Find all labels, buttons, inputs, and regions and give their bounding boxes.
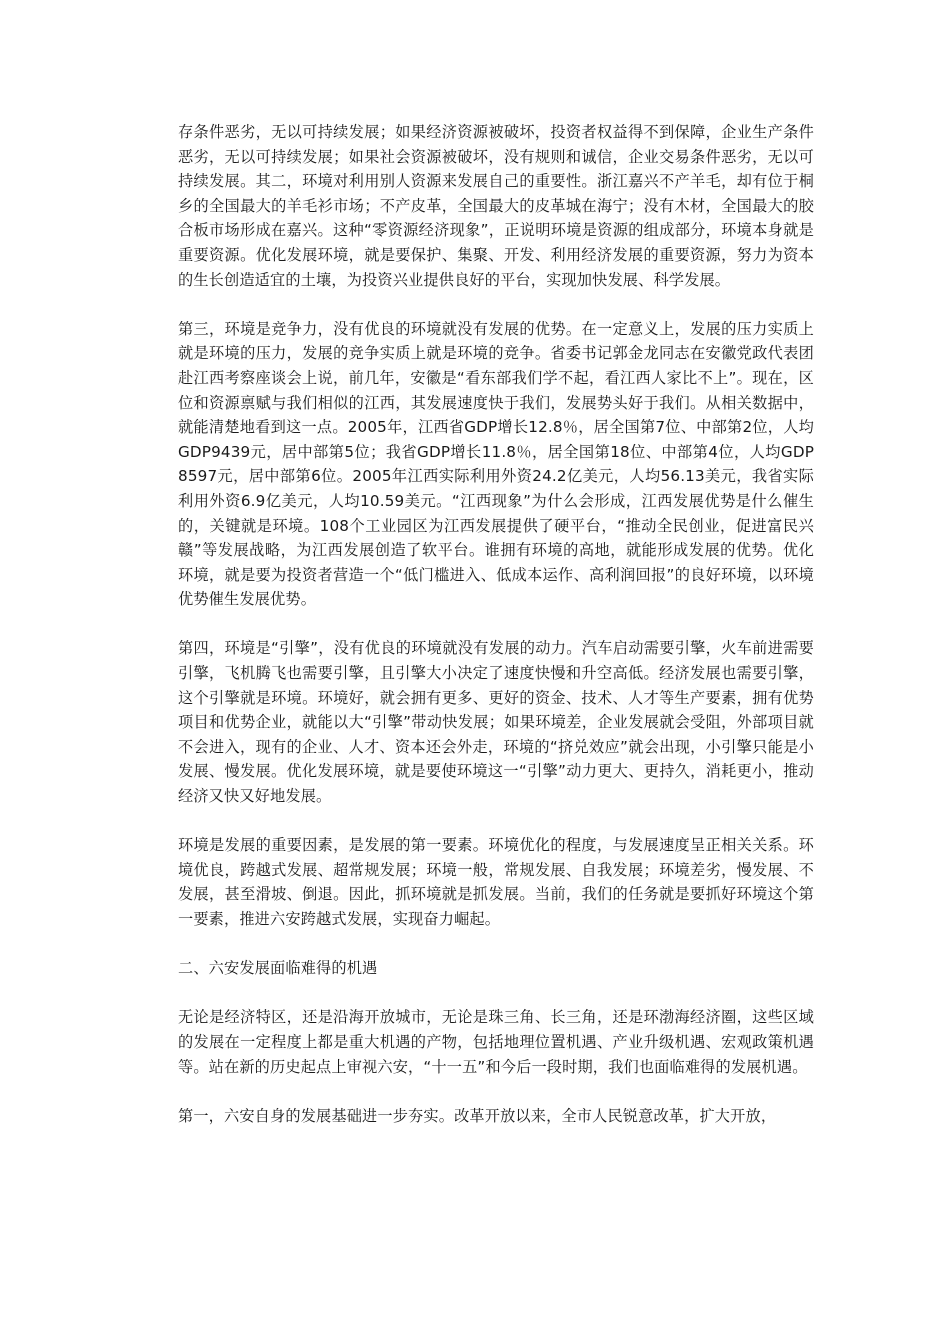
section-heading: 二、六安发展面临难得的机遇	[178, 959, 378, 978]
paragraph-environment-first-factor: 环境是发展的重要因素，是发展的第一要素。环境优化的程度，与发展速度呈正相关关系。环境优良，跨越式发展、超常规发展；环境一般，常规发展、自我发展；环境差劣，慢发展、不发展，甚至滑坡、倒退。因此，抓环境就是抓发展。当前，我们的任务就是要抓好环境这个第一要素，推进六安跨越式发展，实现奋力崛起。	[178, 836, 814, 928]
paragraph-environment-engine: 第四，环境是“引擎”，没有优良的环境就没有发展的动力。汽车启动需要引擎，火车前进需要引擎，飞机腾飞也需要引擎，且引擎大小决定了速度快慢和升空高低。经济发展也需要引擎，这个引擎就是环境。环境好，就会拥有更多、更好的资金、技术、人才等生产要素，拥有优势项目和优势企业，就能以大“引擎”带动快发展；如果环境差，企业发展就会受阻，外部项目就不会进入，现有的企业、人才、资本还会外走，环境的“挤兑效应”就会出现，小引擎只能是小发展、慢发展。优化发展环境，就是要使环境这一“引擎”动力更大、更持久，消耗更小，推动经济又快又好地发展。	[178, 639, 814, 806]
paragraph-opportunities-intro: 无论是经济特区，还是沿海开放城市，无论是珠三角、长三角，还是环渤海经济圈，这些区域的发展在一定程度上都是重大机遇的产物，包括地理位置机遇、产业升级机遇、宏观政策机遇等。站在新的历史起点上审视六安，“十一五”和今后一段时期，我们也面临难得的发展机遇。	[178, 1008, 814, 1076]
paragraph-environment-competitiveness: 第三，环境是竞争力，没有优良的环境就没有发展的优势。在一定意义上，发展的压力实质上就是环境的压力，发展的竞争实质上就是环境的竞争。省委书记郭金龙同志在安徽党政代表团赴江西考察座谈会上说，前几年，安徽是“看东部我们学不起，看江西人家比不上”。现在，区位和资源禀赋与我们相似的江西，其发展速度快于我们，发展势头好于我们。从相关数据中，就能清楚地看到这一点。2005年，江西省GDP增长12.8％，居全国第7位、中部第2位，人均GDP9439元，居中部第5位；我省GDP增长11.8％，居全国第18位、中部第4位，人均GDP8597元，居中部第6位。2005年江西实际利用外资24.2亿美元，人均56.13美元，我省实际利用外资6.9亿美元，人均10.59美元。“江西现象”为什么会形成，江西发展优势是什么催生的，关键就是环境。108个工业园区为江西发展提供了硬平台，“推动全民创业，促进富民兴赣”等发展战略，为江西发展创造了软平台。谁拥有环境的高地，就能形成发展的优势。优化环境，就是要为投资者营造一个“低门槛进入、低成本运作、高利润回报”的良好环境，以环境优势催生发展优势。	[178, 319, 814, 609]
paragraph-environment-resource: 存条件恶劣，无以可持续发展；如果经济资源被破坏，投资者权益得不到保障，企业生产条件恶劣，无以可持续发展；如果社会资源被破坏，没有规则和诚信，企业交易条件恶劣，无以可持续发展。其二，环境对利用别人资源来发展自己的重要性。浙江嘉兴不产羊毛，却有位于桐乡的全国最大的羊毛衫市场；不产皮革，全国最大的皮革城在海宁；没有木材，全国最大的胶合板市场形成在嘉兴。这种“零资源经济现象”，正说明环境是资源的组成部分，环境本身就是重要资源。优化发展环境，就是要保护、集聚、开发、利用经济发展的重要资源，努力为资本的生长创造适宜的土壤，为投资兴业提供良好的平台，实现加快发展、科学发展。	[178, 123, 814, 289]
paragraph-first-opportunity: 第一，六安自身的发展基础进一步夯实。改革开放以来，全市人民锐意改革，扩大开放，	[178, 1106, 777, 1125]
document-page	[178, 120, 814, 1128]
